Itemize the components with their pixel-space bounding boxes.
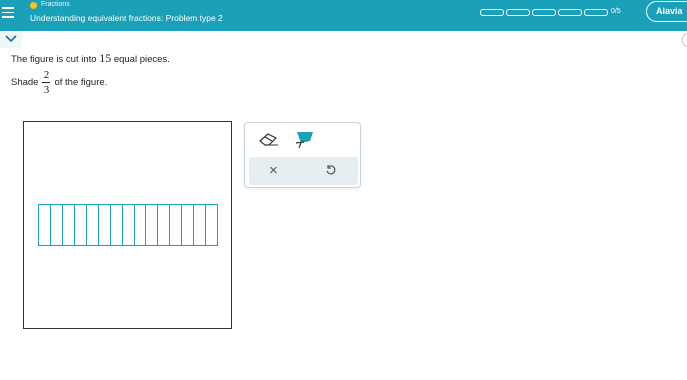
menu-icon[interactable] — [2, 7, 14, 19]
fraction-piece[interactable] — [135, 205, 147, 245]
statement-prefix: The figure is cut into — [11, 54, 97, 65]
fraction-numerator: 2 — [43, 69, 50, 81]
fraction-piece[interactable] — [182, 205, 194, 245]
progress-segment — [558, 9, 582, 16]
problem-statement — [11, 51, 170, 66]
shade-suffix: of the figure. — [54, 77, 108, 88]
fraction-piece[interactable] — [170, 205, 182, 245]
topic-label: Fractions — [41, 1, 70, 8]
fraction-piece[interactable] — [87, 205, 99, 245]
fraction-bar — [42, 82, 50, 83]
toolbox-actions — [249, 157, 358, 185]
piece-count: 15 — [99, 51, 112, 65]
fraction-piece[interactable] — [146, 205, 158, 245]
fraction-strip — [38, 204, 218, 246]
progress-segment — [480, 9, 504, 16]
fraction-piece[interactable] — [206, 205, 217, 245]
progress-label: 0/5 — [611, 8, 621, 15]
shade-prefix: Shade — [11, 77, 39, 88]
progress-segment — [584, 9, 608, 16]
problem-title: Understanding equivalent fractions: Problem type 2 — [30, 13, 223, 23]
statement-suffix: equal pieces. — [113, 54, 170, 65]
user-menu-button[interactable]: Alavia — [646, 1, 687, 22]
target-fraction — [42, 69, 50, 96]
fraction-piece[interactable] — [75, 205, 87, 245]
eraser-tool[interactable] — [259, 133, 279, 152]
top-header — [0, 0, 687, 31]
fraction-piece[interactable] — [39, 205, 51, 245]
toolbox — [244, 122, 361, 188]
fraction-denominator: 3 — [43, 84, 50, 96]
topic-status-dot — [30, 2, 37, 9]
fraction-piece[interactable] — [111, 205, 123, 245]
chevron-down-icon — [5, 35, 17, 43]
fraction-piece[interactable] — [194, 205, 206, 245]
fraction-piece[interactable] — [158, 205, 170, 245]
side-panel-tab[interactable] — [682, 33, 687, 47]
eraser-icon — [259, 133, 279, 147]
progress-segment — [506, 9, 530, 16]
undo-icon[interactable] — [325, 164, 337, 176]
clear-button[interactable]: × — [269, 162, 278, 179]
fill-tool[interactable] — [295, 131, 315, 154]
fraction-piece[interactable] — [123, 205, 135, 245]
fraction-piece[interactable] — [51, 205, 63, 245]
fill-bucket-icon — [295, 131, 315, 149]
fraction-piece[interactable] — [63, 205, 75, 245]
progress-segment — [532, 9, 556, 16]
collapse-button[interactable] — [0, 31, 22, 48]
fraction-piece[interactable] — [99, 205, 111, 245]
progress-bar — [480, 9, 608, 16]
shade-instruction — [11, 69, 107, 96]
